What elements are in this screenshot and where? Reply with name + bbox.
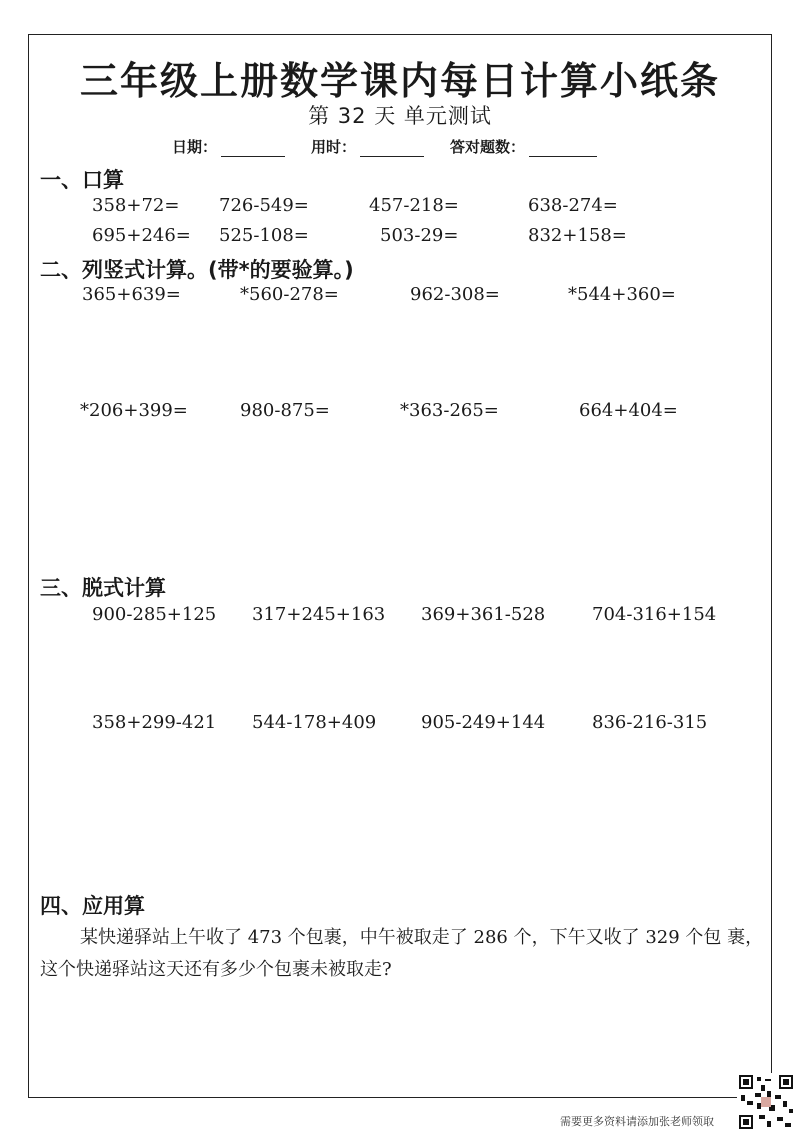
time-label: 用时： (311, 138, 357, 156)
time-blank[interactable] (360, 140, 424, 157)
vertical-item: 365+639= (82, 284, 181, 305)
qr-code-icon (737, 1073, 795, 1131)
vertical-item: *544+360= (568, 284, 676, 305)
oral-item: 695+246= (92, 225, 191, 246)
vertical-item: 664+404= (579, 400, 678, 421)
stepwise-item: 836-216-315 (592, 712, 708, 733)
oral-item: 726-549= (219, 195, 309, 216)
footer-note: 需要更多资料请添加张老师领取 (560, 1115, 714, 1128)
section-vertical-title: 二、列竖式计算。(带*的要验算。) (40, 258, 354, 282)
stepwise-item: 369+361-528 (421, 604, 546, 625)
date-blank[interactable] (221, 140, 285, 157)
stepwise-item: 544-178+409 (252, 712, 377, 733)
section-stepwise-title: 三、脱式计算 (40, 576, 166, 600)
stepwise-item: 905-249+144 (421, 712, 546, 733)
oral-item: 358+72= (92, 195, 180, 216)
time-field (311, 136, 424, 157)
word-problem-text: 某快递驿站上午收了 473 个包裹，中午被取走了 286 个，下午又收了 329 个包 裹，这个快递驿站这天还有多少个包裹未被取走? (40, 927, 764, 980)
section-oral-title: 一、口算 (40, 168, 124, 192)
stepwise-item: 704-316+154 (592, 604, 717, 625)
stepwise-item: 900-285+125 (92, 604, 217, 625)
page-subtitle: 第 32 天 单元测试 (308, 104, 492, 128)
page-title: 三年级上册数学课内每日计算小纸条 (79, 59, 720, 103)
vertical-item: *363-265= (400, 400, 499, 421)
date-field (172, 136, 285, 157)
stepwise-item: 358+299-421 (92, 712, 217, 733)
date-label: 日期： (172, 138, 218, 156)
oral-item: 525-108= (219, 225, 309, 246)
oral-item: 638-274= (528, 195, 618, 216)
oral-item: 503-29= (380, 225, 459, 246)
meta-row (172, 136, 597, 157)
vertical-item: 980-875= (240, 400, 330, 421)
vertical-item: *206+399= (80, 400, 188, 421)
score-label: 答对题数： (450, 138, 526, 156)
vertical-item: *560-278= (240, 284, 339, 305)
vertical-item: 962-308= (410, 284, 500, 305)
stepwise-item: 317+245+163 (252, 604, 386, 625)
section-word-title: 四、应用算 (40, 894, 145, 918)
oral-item: 457-218= (369, 195, 459, 216)
score-field (450, 136, 597, 157)
oral-item: 832+158= (528, 225, 627, 246)
score-blank[interactable] (529, 140, 597, 157)
